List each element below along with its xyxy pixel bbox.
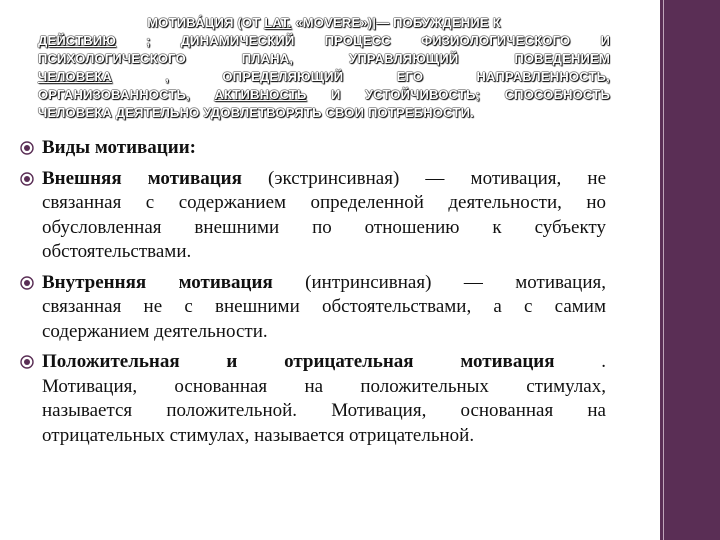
- circled-dot-icon: [20, 172, 34, 186]
- term-external: Внешняя мотивация: [42, 167, 242, 189]
- bullet-item-positive-negative: Положительная и отрицательная мотивация . Мотивация, основанная на положительных стимулах, называется положительной. Мотивация, основанная на отрицательных стимулах, называется отрицательной.: [20, 350, 606, 448]
- title-line-4: ЧЕЛОВЕКА , ОПРЕДЕЛЯЮЩИЙ ЕГО НАПРАВЛЕННОСТЬ,: [38, 69, 610, 84]
- aktivnost-link[interactable]: АКТИВНОСТЬ: [214, 87, 307, 102]
- title-line-5: ОРГАНИЗОВАННОСТЬ, АКТИВНОСТЬ И УСТОЙЧИВОСТЬ; СПОСОБНОСТЬ: [38, 87, 610, 102]
- circled-dot-icon: [20, 276, 34, 290]
- bullet-item-internal: Внутренняя мотивация (интринсивная) — мотивация, связанная не с внешними обстоятельствами, а с самим содержанием деятельности.: [20, 271, 606, 345]
- title-line-3: ПСИХОЛОГИЧЕСКОГО ПЛАНА, УПРАВЛЯЮЩИЙ ПОВЕДЕНИЕМ: [38, 51, 610, 66]
- slide-title: [38, 14, 610, 122]
- decorative-sidebar: [660, 0, 720, 540]
- sidebar-divider: [663, 0, 664, 540]
- title-line-6: ЧЕЛОВЕКА ДЕЯТЕЛЬНО УДОВЛЕТВОРЯТЬ СВОИ ПОТРЕБНОСТИ.: [38, 105, 474, 120]
- deystviyu-link[interactable]: ДЕЙСТВИЮ: [38, 33, 117, 48]
- circled-dot-icon: [20, 141, 34, 155]
- bullet-list: [20, 136, 606, 454]
- circled-dot-icon: [20, 355, 34, 369]
- term-positive-negative: Положительная и отрицательная мотивация: [42, 351, 555, 372]
- chelovek-link[interactable]: ЧЕЛОВЕКА: [38, 69, 113, 84]
- term-internal: Внутренняя мотивация: [42, 271, 273, 293]
- title-line-1: МОТИВА́ЦИЯ (ОТ LAT. «MOVERE»)|— ПОБУЖДЕНИЕ К: [147, 15, 501, 30]
- bullet-item-types: [20, 136, 606, 161]
- title-line-2: ДЕЙСТВИЮ ; ДИНАМИЧЕСКИЙ ПРОЦЕСС ФИЗИОЛОГИЧЕСКОГО И: [38, 33, 610, 48]
- bullet-heading: Виды мотивации:: [42, 137, 196, 158]
- bullet-item-external: Внешняя мотивация (экстринсивная) — мотивация, не связанная с содержанием определенной деятельности, но обусловленная внешними по отношению к субъекту обстоятельствами.: [20, 167, 606, 265]
- lat-link[interactable]: LAT.: [264, 15, 292, 30]
